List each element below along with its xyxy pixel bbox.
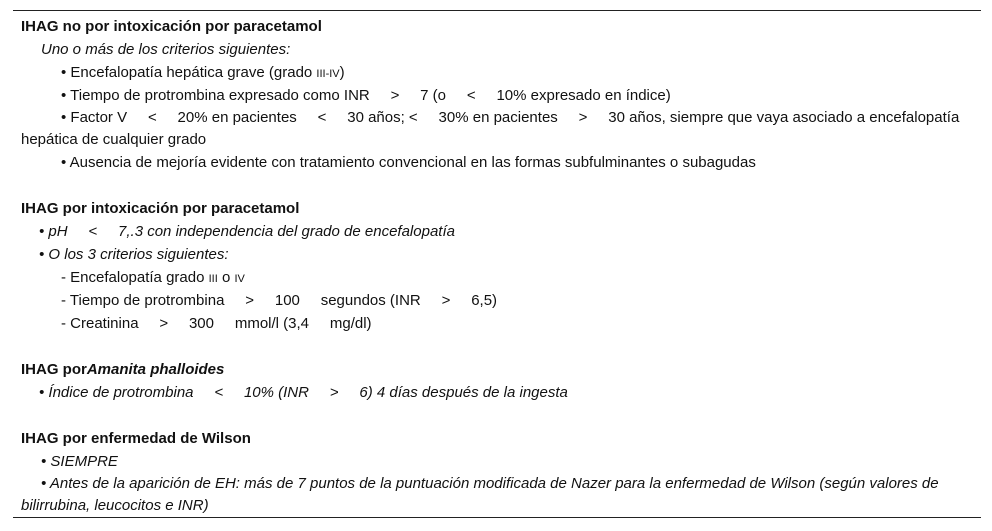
criterion-item (21, 61, 973, 84)
sub-criterion-item (21, 266, 973, 289)
criterion-item: • O los 3 criterios siguientes: (39, 246, 229, 263)
criterion-item: • Antes de la aparición de EH: más de 7 puntos de la puntuación modificada de Nazer para la enfermedad de Wilson (según valores de bilirrubina, leucocitos e INR) (21, 475, 939, 514)
heading-prefix: IHAG por (21, 361, 87, 378)
sub-criterion-item: - Tiempo de protrombina > 100 segundos (INR > 6,5) (61, 292, 498, 309)
grade-small-caps: III (208, 273, 218, 285)
grade-small-caps: III-IV (316, 68, 340, 80)
criterion-text: • Encefalopatía hepática grave (grado (61, 64, 317, 81)
criterion-item: • Ausencia de mejoría evidente con tratamiento convencional en las formas subfulminantes o subagudas (61, 154, 756, 171)
section-heading-amanita (21, 358, 973, 381)
criterion-item: • SIEMPRE (41, 453, 118, 470)
sub-criterion-text: - Encefalopatía grado (61, 269, 209, 286)
criteria-table (13, 10, 981, 518)
criterion-item: • pH < 7,.3 con independencia del grado de encefalopatía (39, 223, 455, 240)
criterion-item: • Tiempo de protrombina expresado como INR > 7 (o < 10% expresado en índice) (61, 87, 671, 104)
section-spacer (21, 174, 973, 197)
section-spacer (21, 404, 973, 427)
section-heading-non-paracetamol: IHAG no por intoxicación por paracetamol (21, 18, 322, 35)
grade-small-caps: IV (234, 273, 245, 285)
section-spacer (21, 335, 973, 358)
species-name: Amanita phalloides (86, 361, 225, 378)
sub-criterion-connector: o (217, 269, 235, 286)
criterion-text-suffix: ) (339, 64, 345, 81)
sub-criterion-item: - Creatinina > 300 mmol/l (3,4 mg/dl) (61, 315, 372, 332)
section-heading-wilson: IHAG por enfermedad de Wilson (21, 430, 251, 447)
criterion-item: • Índice de protrombina < 10% (INR > 6) 4 días después de la ingesta (39, 384, 568, 401)
criterion-item: • Factor V < 20% en pacientes < 30 años; < 30% en pacientes > 30 años, siempre que vaya asociado a encefalopatía hepática de cualquier grado (21, 109, 964, 148)
section-intro: Uno o más de los criterios siguientes: (41, 41, 291, 58)
section-heading-paracetamol: IHAG por intoxicación por paracetamol (21, 200, 300, 217)
